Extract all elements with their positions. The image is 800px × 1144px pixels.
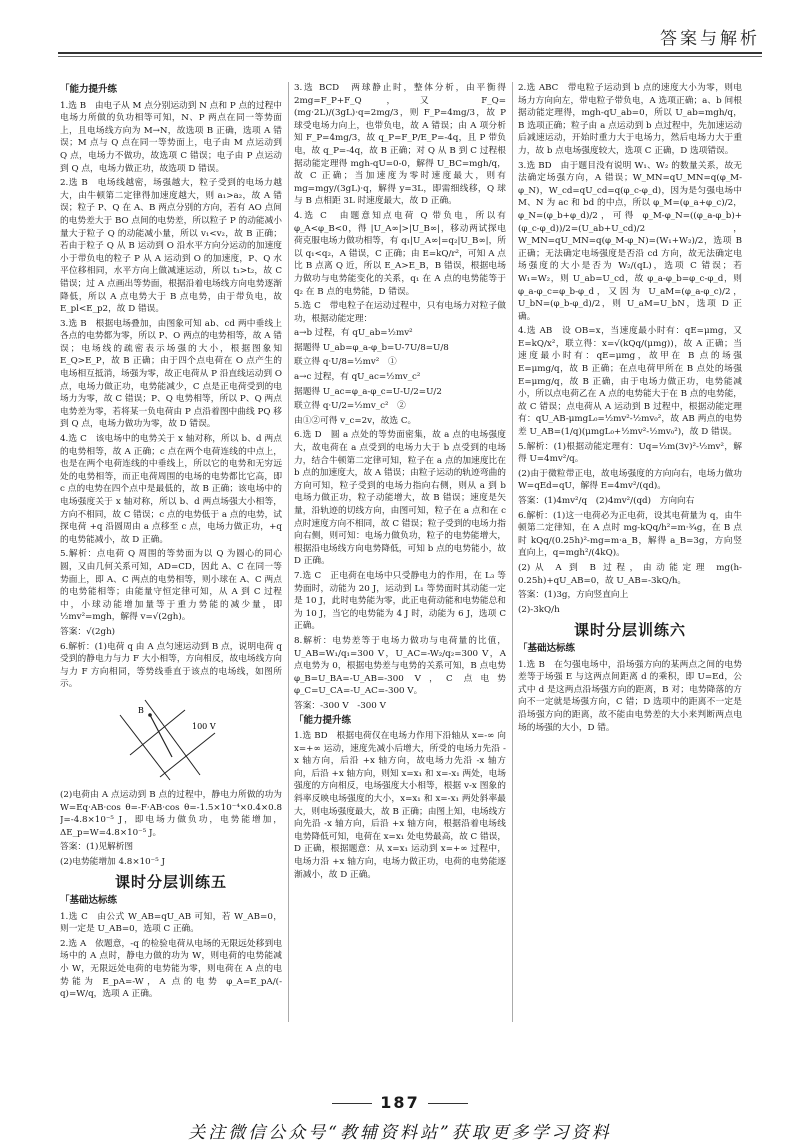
- header-title: 答案与解析: [660, 29, 760, 49]
- answer-paragraph: 1.选 B 在匀强电场中，沿场强方向的某两点之间的电势差等于场强 E 与这两点间距离 d 的乘积，即 U=Ed，公式中 d 是这两点沿场强方向的距离，B 对；电势降落的方向不一定就是场强方向，C 错；D 选项中的距离不一定是沿场强方向的距离，故不能由电势差的大小来判断两点电场的场强的大小，D 错。: [518, 659, 742, 733]
- equation-line: 联立得 q·U/2=½mv_c² ②: [294, 401, 406, 412]
- column-middle: [294, 82, 506, 1024]
- point-b-dot: [148, 713, 152, 717]
- answer-paragraph: 6.解析：(1)这一电荷必为正电荷，设其电荷量为 q，由牛顿第二定律知，在 A 点时 mg-kQq/h²=m·¾g，在 B 点时 kQq/(0.25h)²-mg=m·a_B，解得 a_B=3g，方向竖直向上，q=mgh²/(4kQ)。: [518, 510, 742, 559]
- column-left: [60, 82, 282, 1024]
- answer-paragraph: 6.解析：(1)电荷 q 由 A 点匀速运动到 B 点，说明电荷 q 受到的静电力与力 F 大小相等，方向相反，故电场线方向与力 F 方向相同，等势线垂直于该点的电场线，如图所示。: [60, 641, 282, 690]
- answer-paragraph: 3.选 BCD 两球静止时，整体分析，由平衡得 2mg=F_P+F_Q，又 F_Q=(mg·2L)/(3gL)·q=2mg/3，则 F_P=4mg/3，故 P 球受电场力向上，也带负电，故 A 错误；由 A 项分析知 F_P=4mg/3，故 q_P=F_P/E_P=-4q，且 P 带负电，故 q_P=-4q，故 B 正确；对 Q 从 B 到 C 过程根据动能定理得 mgh-qU=0-0，解得 U_BC=mgh/q，故 C 正确；当加速度为零时速度最大，则有 mg=mgy/(3gL)·q，解得 y=3L，即需细线移，Q 球与 B 点相距 3L 时速度最大，故 D 正确。: [294, 83, 506, 207]
- equipotential-line: [160, 733, 215, 777]
- field-line: [120, 715, 170, 780]
- answer-line: 答案：(1)见解析图: [60, 842, 134, 853]
- answer-paragraph: 3.选 B 根据电场叠加，由图象可知 ab、cd 两中垂线上各点的电势都为零，所以 P、O 两点的电势相等，故 A 错误；电场线的疏密表示场强的大小，根据图象知 E_Q>E_P，故 B 正确；由于四个点电荷在 O 点产生的电场相互抵消，场强为零，故正电荷从 P 沿直线运动到 O 点，电场力做正功，电势能减少，C 点是正电荷受到的电场力为零，故 C 错误；P、Q 电势相等，所以 P、Q 两点电势差为零，若将某一负电荷由 P 点沿着图中曲线 PQ 移到 Q 点，电场力做功为零，故 D 错误。: [60, 318, 282, 430]
- answer-line: 答案：√(2gh): [60, 626, 116, 637]
- answer-paragraph: 1.选 C 由公式 W_AB=qU_AB 可知，若 W_AB=0，则一定是 U_AB=0，选项 C 正确。: [60, 911, 282, 935]
- section-heading: 「 能力提升练: [60, 84, 282, 97]
- page-number-text: 187: [380, 1093, 420, 1112]
- answer-paragraph: 1.选 B 由电子从 M 点分别运动到 N 点和 P 点的过程中电场力所做的负功相等可知，N、P 两点在同一等势面上，且电场线方向为 M→N，故选项 B 正确，选项 A 错误；M 点与 Q 点在同一等势面上，电子由 M 点运动到 Q 点，电场力不做功，故选项 C 错误；电子由 P 点运动到 Q 点，电场力做正功，故选项 D 错误。: [60, 100, 282, 174]
- answer-paragraph: 8.解析：电势差等于电场力做功与电荷量的比值，U_AB=W₁/q₁=300 V，U_AC=-W₂/q₂=300 V，A 点电势为 0，根据电势差与电势的关系可知，B 点电势 φ_B=U_BA=-U_AB=-300 V，C 点电势 φ_C=U_CA=-U_AC=-300 V。: [294, 635, 506, 697]
- answer-paragraph: 2.选 ABC 带电粒子运动到 b 点的速度大小为零，则电场力方向向左，带电粒子带负电，A 选项正确；a、b 间根据动能定理得，mgh-qU_ab=0，所以 U_ab=mgh/q，B 选项正确；粒子由 a 点运动到 b 点过程中，先加速运动后减速运动，开始时重力大于电场力，然后电场力大于重力，故 b 点电场强度较大，选项 C 正确，D 选项错误。: [518, 83, 742, 156]
- field-diagram: [110, 695, 230, 785]
- equation-line: 据题得 U_ac=φ_a-φ_c=U-U/2=U/2: [294, 386, 442, 397]
- answer-paragraph: (2)由于微粒带正电，故电场强度的方向向右，电场力做功 W=qEd=qU，解得 E=4mv²/(qd)。: [518, 468, 742, 492]
- answer-line: (2)-3kQ/h: [518, 604, 560, 615]
- answer-paragraph: 4.选 C 该电场中的电势关于 x 轴对称，所以 b、d 两点的电势相等，故 A 正确；c 点在两个电荷连线的中点上，也是在两个电荷连线的中垂线上，所以它的电势和无穷远处的电势相等，而正电荷周围的电场的电势都比它高，即 c 点的电势在四个点中是最低的，故 B 正确；该电场中的电场强度关于 x 轴对称，所以 b、d 两点场强大小相等，方向不相同，故 C 错误；c 点的电势低于 a 点的电势，试探电荷 +q 沿圆周由 a 点移至 c 点，电场力做正功，+q 的电势能减小，故 D 正确。: [60, 434, 282, 545]
- answer-paragraph: 4.选 AB 设 OB=x，当速度最小时有：qE=μmg，又 E=kQ/x²，联立得：x=√(kQq/(μmg))，故 A 正确；当速度最小时有：qE=μmg，故甲在 B 点的场强 E=μmg/q，故 B 正确；在点电荷甲所在 B 点处的场强 E=μmg/q，故 B 正确，由于电场力做正功，电势能减小，所以点电荷乙在 A 点的电势能大于在 B 点的电势能，故 C 错误；点电荷从 A 运动到 B 过程中，根据动能定理有：qU_AB-μmgL₀=½mv²-½mv₀²，故 AB 两点的电势差 U_AB=(1/q)(μmgL₀+½mv²-½mv₀²)，故 D 错误。: [518, 326, 742, 438]
- answer-paragraph: (2)电荷由 A 点运动到 B 点的过程中，静电力所做的功为 W=Eq·AB·cos θ=-F·AB·cos θ=-1.5×10⁻⁴×0.4×0.8 J=-4.8×10⁻⁵ J，即电场力做负功，电势能增加，ΔE_p=W=4.8×10⁻⁵ J。: [60, 789, 282, 838]
- footer-note: 关注微信公众号“教辅资料站”获取更多学习资料: [188, 1123, 612, 1143]
- potential-label: 100 V: [192, 721, 216, 731]
- answer-paragraph: 6.选 D 圆 a 点处的等势面密集，故 a 点的电场强度大，故电荷在 a 点受到的电场力大于 b 点受到的电场力，结合牛顿第二定律可知，粒子在 a 点的加速度比在 b 点的加速度大，故 A 错误；由粒子运动的轨迹弯曲的方向可知，粒子受到的电场力指向右侧，则从 a 到 b 电场力做正功，粒子动能增大，故 B 错误；速度是矢量，沿轨迹的切线方向，由图可知，粒子在 a 点和在 c 点时速度方向不相同，故 C 错误；粒子受到的电场力指向右侧，则可知：电场力做负功，粒子的电势能增大，根据沿电场线方向电势降低，可知 b 点的电势能小，故 D 正确。: [294, 430, 506, 567]
- answer-paragraph: 2.选 A 依题意，-q 的检验电荷从电场的无限远处移到电场中的 A 点时，静电力做的功为 W，则电荷的电势能减小 W，无限远处电荷的电势能为零，则电荷在 A 点的电势能为 E_pA=-W，A 点的电势 φ_A=E_pA/(-q)=W/q，选项 A 正确。: [60, 938, 282, 1000]
- equation-line: a→c 过程，有 qU_ac=½mv_c²: [294, 372, 421, 383]
- equation-line: 据题得 U_ab=φ_a-φ_b=U-7U/8=U/8: [294, 342, 449, 353]
- answer-paragraph: 5.解析：(1)根据动能定理有：Uq=½m(3v)²-½mv²，解得 U=4mv²/q。: [518, 441, 742, 465]
- equation-line: 联立得 q·U/8=½mv² ①: [294, 357, 397, 368]
- answer-paragraph: 5.选 C 带电粒子在运动过程中，只有电场力对粒子做功，根据动能定理：: [294, 301, 506, 324]
- column-right: [518, 82, 742, 1024]
- page-number-rule: [428, 1103, 468, 1104]
- column-divider: [288, 82, 289, 1022]
- column-divider: [512, 82, 513, 1022]
- answer-paragraph: 7.选 C 正电荷在电场中只受静电力的作用，在 L₃ 等势面时，动能为 20 J，运动到 L₁ 等势面时其动能一定是 10 J，此时电势能为零，此正电荷动能和电势能总和为 10 J，当它的电势能为 4 J 时，动能为 6 J，选项 C 正确。: [294, 570, 506, 632]
- answer-paragraph: 1.选 BD 根据电荷仅在电场力作用下沿轴从 x=-∞ 向 x=+∞ 运动，速度先减小后增大，所受的电场力先沿 -x 轴方向，后沿 +x 轴方向，故电场力先沿 -x 轴方向，后沿 +x 轴方向，则知 x=x₁ 和 x=-x₁ 两处，电场强度的方向相反，电场强度大小相等，根据 v-x 图象的斜率反映电场强度的大小，x=x₁ 和 x=-x₁ 两处斜率最大，则电场强度最大，故 B 正确；由图上知，电场线方向先沿 -x 轴方向，后沿 +x 轴方向，根据沿着电场线电势降低可知，电荷在 x=x₁ 处电势最高，故 C 错误，D 正确，根据题意：从 x=x₁ 运动到 x=+∞ 过程中，电场力沿 +x 轴方向，电场力做正功，电荷的电势能逐渐减小，故 D 正确。: [294, 731, 506, 880]
- section-heading: 「 基础达标练: [60, 895, 282, 908]
- answer-line: (2)电势能增加 4.8×10⁻⁵ J: [60, 856, 165, 867]
- answer-paragraph: 5.解析：点电荷 Q 周围的等势面为以 Q 为圆心的同心圆，又由几何关系可知，AD=CD，因此 A、C 在同一等势面上，即 A、C 两点的电势相等，则小球在 A、C 两点的电势能相等；由能量守恒定律可知，从 A 到 C 过程中，小球动能增加量等于重力势能的减少量，即 ½mv²=mgh，解得 v=√(2gh)。: [60, 549, 282, 623]
- header-rule-thin: [58, 56, 762, 57]
- section-heading: 「 基础达标练: [518, 643, 742, 656]
- answer-paragraph: (2)从 A 到 B 过程，由动能定理 mg(h-0.25h)+qU_AB=0，故 U_AB=-3kQ/h。: [518, 562, 742, 586]
- field-line: [145, 700, 200, 775]
- page-number: [0, 1093, 800, 1112]
- equation-line: a→b 过程，有 qU_ab=½mv²: [294, 328, 413, 339]
- point-b-label: B: [138, 705, 144, 715]
- page-number-rule: [332, 1103, 372, 1104]
- answer-paragraph: 2.选 B 电场线越密，场强越大，粒子受到的电场力越大，由牛顿第二定律得加速度越大，则 a₁>a₂，故 A 错误；粒子 P、Q 在 A、B 两点分别的方向，若有 AO 点间的电势差大于 BO 点间的电势差，所以粒子 P 的动能减小量大于粒子 Q 的动能减小量，所以 v₁<v₂，故 B 正确；若由于粒子 Q 从 B 运动到 O 沿水平方向分运动的加速度小于带负电的粒子 P 从 A 运动到 O 的加速度，P、Q 水平位移相同，水平方向上做减速运动，所以 t₁>t₂，故 C 错误；过 A 点画出等势面，根据沿着电场线方向电势逐渐降低，所以 A 点电势大于 B 点电势，由于带负电，故 E_pl<E_p2，故 D 错误。: [60, 178, 282, 315]
- answer-line: 答案：(1)3g，方向竖直向上: [518, 590, 629, 601]
- page-header: [0, 0, 800, 56]
- lesson-title: 课时分层训练六: [573, 621, 686, 640]
- equation-line: 由①②可得 v_c=2v，故选 C。: [294, 415, 417, 426]
- lesson-title: 课时分层训练五: [114, 873, 227, 892]
- answer-line: 答案：(1)4mv²/q (2)4mv²/(qd) 方向向右: [518, 496, 695, 506]
- header-rule: [58, 52, 762, 54]
- answer-paragraph: 4.选 C 由题意知点电荷 Q 带负电，所以有 φ_A<φ_B<0，得 |U_A∞|>|U_B∞|，移动两试探电荷克服电场力做功相等，有 q₁|U_A∞|=q₂|U_B∞|，所以 q₁<q₂，A 错误，C 正确；由 E=kQ/r²，可知 A 点比 B 点离 Q 近，所以 E_A>E_B，B 错误，根据电场力做功与电势能变化的关系，q₁ 在 A 点的电势能等于 q₂ 在 B 点的电势能，D 错误。: [294, 210, 506, 297]
- answer-line: 答案：-300 V -300 V: [294, 700, 386, 711]
- answer-paragraph: 3.选 BD 由于题目没有说明 W₁、W₂ 的数量关系，故无法确定场强方向，A 错误；W_MN=qU_MN=q(φ_M-φ_N)，W_cd=qU_cd=q(φ_c-φ_d)，因为是匀强电场中 M、N 为 ac 和 bd 的中点，所以 φ_M=(φ_a+φ_c)/2，φ_N=(φ_b+φ_d)/2，可得 φ_M-φ_N=((φ_a-φ_b)+(φ_c-φ_d))/2=(U_ab+U_cd)/2，W_MN=qU_MN=q(φ_M-φ_N)=(W₁+W₂)/2，选项 B 正确；无法确定电场强度是否沿 cd 方向，故无法确定电场强度的大小是否为 W₂/(qL)，选项 C 错误；若 W₁=W₂，则 U_ab=U_cd，故 φ_a-φ_b=φ_c-φ_d，则 φ_a-φ_c=φ_b-φ_d，又因为 U_aM=(φ_a-φ_c)/2，U_bN=(φ_b-φ_d)/2，则 U_aM=U_bN，选项 D 正确。: [518, 160, 742, 322]
- section-heading: 「 能力提升练: [294, 715, 506, 728]
